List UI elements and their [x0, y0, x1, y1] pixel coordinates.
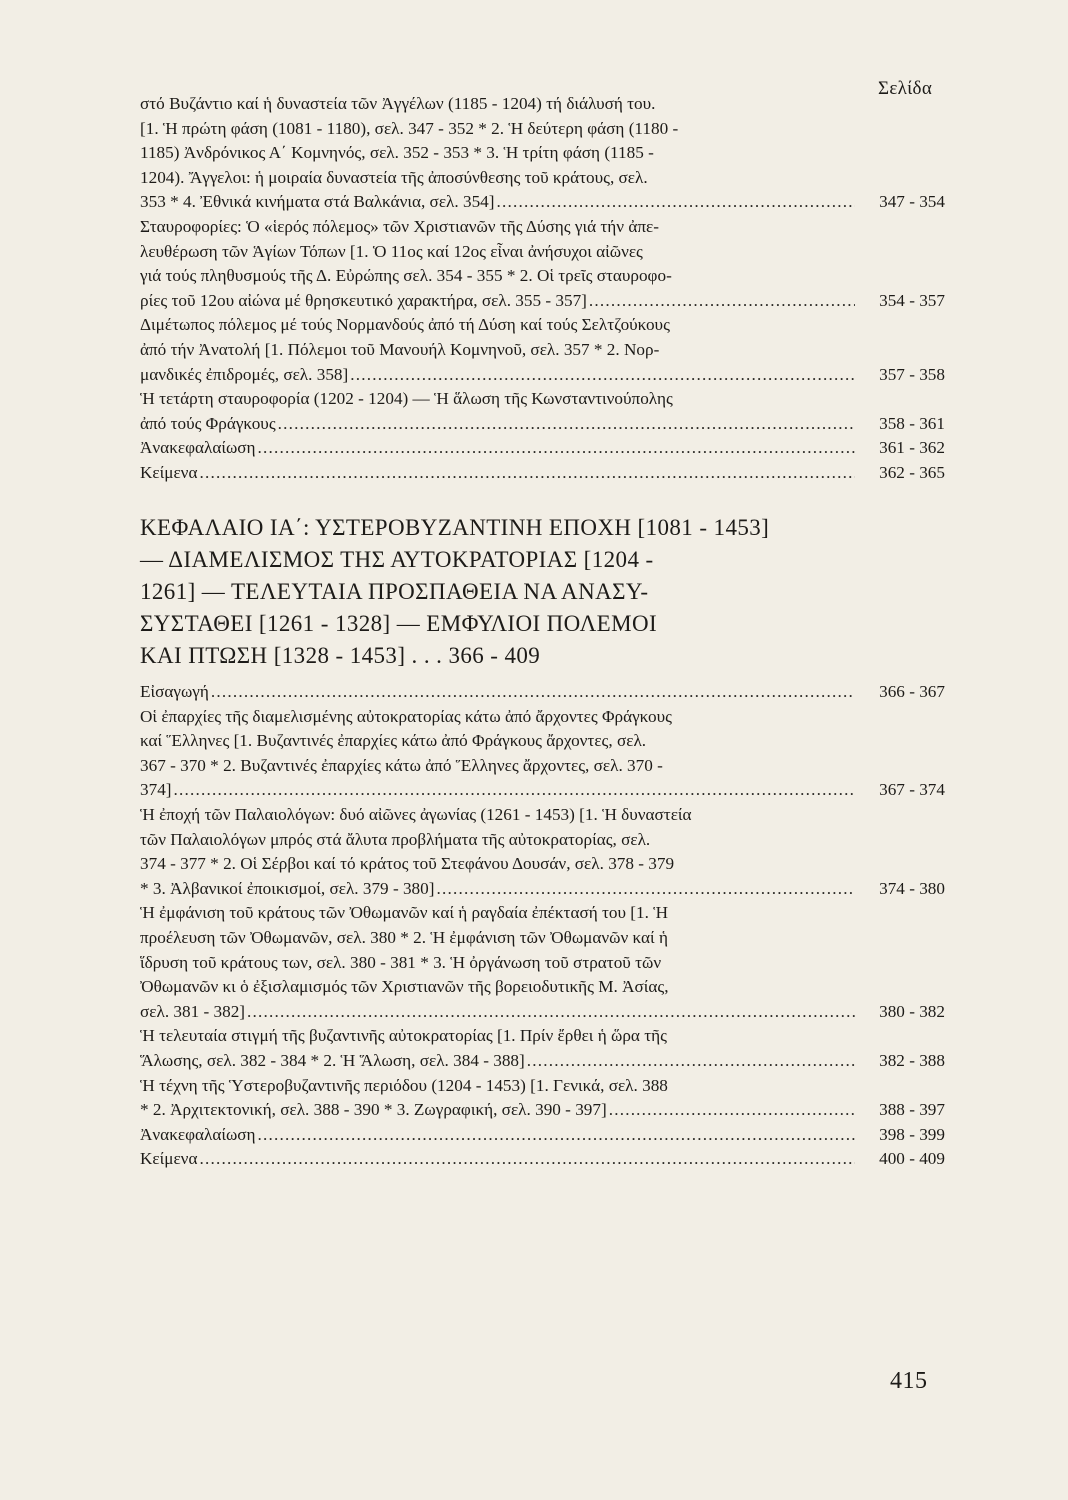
toc-entry	[140, 215, 945, 313]
toc-page-range: 398 - 399	[879, 1124, 945, 1144]
toc-entry-last-line	[140, 436, 945, 461]
toc-entry-line: Ὀθωμανῶν κι ὁ ἐξισλαμισμός τῶν Χριστιανῶν τῆς βορειοδυτικῆς Μ. Ἀσίας,	[140, 977, 669, 997]
toc-entry-last-line	[140, 1123, 945, 1148]
chapter-heading-line: 1261] — ΤΕΛΕΥΤΑΙΑ ΠΡΟΣΠΑΘΕΙΑ ΝΑ ΑΝΑΣΥ-	[140, 579, 649, 604]
dot-leader	[527, 1049, 855, 1074]
toc-entry-text: μανδικές ἐπιδρομές, σελ. 358]	[140, 364, 349, 384]
toc-page-range: 358 - 361	[879, 413, 945, 433]
dot-leader	[609, 1098, 855, 1123]
toc-entry-last-line	[140, 363, 945, 388]
toc-entry-last-line	[140, 1147, 945, 1172]
toc-entry-line: [1. Ἡ πρώτη φάση (1081 - 1180), σελ. 347 - 352 * 2. Ἡ δεύτερη φάση (1180 -	[140, 118, 679, 138]
toc-page-range: 374 - 380	[879, 878, 945, 898]
toc-page-range: 347 - 354	[879, 192, 945, 212]
toc-entry	[140, 803, 945, 901]
toc-entry-line: στό Βυζάντιο καί ἡ δυναστεία τῶν Ἀγγέλων (1185 - 1204) τή διάλυσή του.	[140, 94, 656, 113]
toc-entry-text: ἀπό τούς Φράγκους	[140, 413, 276, 433]
dot-leader	[589, 289, 855, 314]
toc-entry-text: Ἀνακεφαλαίωση	[140, 438, 256, 458]
toc-entry-last-line	[140, 412, 945, 437]
dot-leader	[350, 363, 855, 388]
toc-entry-text: * 2. Ἀρχιτεκτονική, σελ. 388 - 390 * 3. Ζωγραφική, σελ. 390 - 397]	[140, 1100, 607, 1120]
dot-leader	[199, 1147, 855, 1172]
toc-entry-line: προέλευση τῶν Ὀθωμανῶν, σελ. 380 * 2. Ἡ ἐμφάνιση τῶν Ὀθωμανῶν καί ἡ	[140, 927, 668, 947]
dot-leader	[258, 436, 855, 461]
chapter-heading-line: ΚΑΙ ΠΤΩΣΗ [1328 - 1453] . . . 366 - 409	[140, 643, 541, 668]
dot-leader	[199, 461, 855, 486]
toc-entry	[140, 705, 945, 803]
toc-block-2	[140, 680, 945, 1172]
toc-entry-line: 1204). Ἄγγελοι: ἡ μοιραία δυναστεία τῆς ἀποσύνθεσης τοῦ κράτους, σελ.	[140, 167, 648, 187]
toc-entry-line: Ἡ τελευταία στιγμή τῆς βυζαντινῆς αὐτοκρατορίας [1. Πρίν ἔρθει ἡ ὥρα τῆς	[140, 1026, 667, 1046]
toc-entry-text: Ἅλωσης, σελ. 382 - 384 * 2. Ἡ Ἅλωση, σελ. 384 - 388]	[140, 1050, 525, 1070]
toc-entry	[140, 436, 945, 461]
toc-page-range: 388 - 397	[879, 1100, 945, 1120]
toc-entry-line: 374 - 377 * 2. Οἱ Σέρβοι καί τό κράτος τοῦ Στεφάνου Δουσάν, σελ. 378 - 379	[140, 854, 675, 874]
toc-entry	[140, 1123, 945, 1148]
toc-entry	[140, 461, 945, 486]
toc-entry-line: Ἡ ἐμφάνιση τοῦ κράτους τῶν Ὀθωμανῶν καί ἡ ραγδαία ἐπέκτασή του [1. Ἡ	[140, 903, 668, 923]
toc-entry-last-line	[140, 461, 945, 486]
toc-entry-line: Ἡ ἐποχή τῶν Παλαιολόγων: δυό αἰῶνες ἀγωνίας (1261 - 1453) [1. Ἡ δυναστεία	[140, 804, 692, 824]
toc-page-range: 367 - 374	[879, 780, 945, 800]
dot-leader	[258, 1123, 855, 1148]
toc-entry-text: Κείμενα	[140, 1149, 198, 1169]
toc-entry-last-line	[140, 680, 945, 705]
chapter-heading	[140, 512, 945, 672]
page-number: 415	[890, 1368, 928, 1394]
toc-entry	[140, 313, 945, 387]
toc-page-range: 361 - 362	[879, 438, 945, 458]
toc-entry-line: ἵδρυση τοῦ κράτους των, σελ. 380 - 381 * 3. Ἡ ὀργάνωση τοῦ στρατοῦ τῶν	[140, 952, 662, 972]
dot-leader	[496, 190, 855, 215]
toc-entry-text: Ἀνακεφαλαίωση	[140, 1124, 256, 1144]
toc-entry-line: Διμέτωπος πόλεμος μέ τούς Νορμανδούς ἀπό τή Δύση καί τούς Σελτζούκους	[140, 315, 670, 335]
toc-block-1	[140, 92, 945, 486]
toc-page-range: 400 - 409	[879, 1149, 945, 1169]
toc-entry	[140, 1024, 945, 1073]
toc-entry-last-line	[140, 778, 945, 803]
toc-entry-text: Εἰσαγωγή	[140, 682, 209, 701]
toc-entry-line: τῶν Παλαιολόγων μπρός στά ἄλυτα προβλήματα τῆς αὐτοκρατορίας, σελ.	[140, 829, 651, 849]
toc-page-range: 382 - 388	[879, 1050, 945, 1070]
toc-entry-last-line	[140, 1098, 945, 1123]
toc-entry-line: 1185) Ἀνδρόνικος Α΄ Κομνηνός, σελ. 352 - 353 * 3. Ἡ τρίτη φάση (1185 -	[140, 143, 654, 163]
toc-entry-line: Οἱ ἐπαρχίες τῆς διαμελισμένης αὐτοκρατορίας κάτω ἀπό ἄρχοντες Φράγκους	[140, 706, 672, 726]
toc-entry-text: 353 * 4. Ἐθνικά κινήματα στά Βαλκάνια, σελ. 354]	[140, 192, 495, 212]
dot-leader	[247, 1000, 855, 1025]
chapter-heading-line: ΣΥΣΤΑΘΕΙ [1261 - 1328] — ΕΜΦΥΛΙΟΙ ΠΟΛΕΜΟΙ	[140, 611, 658, 636]
toc-entry-line: καί Ἕλληνες [1. Βυζαντινές ἐπαρχίες κάτω ἀπό Φράγκους ἄρχοντες, σελ.	[140, 731, 647, 751]
toc-entry-line: γιά τούς πληθυσμούς τῆς Δ. Εὐρώπης σελ. 354 - 355 * 2. Οἱ τρεῖς σταυροφο-	[140, 266, 672, 286]
toc-entry-line: Ἡ τέχνη τῆς Ὑστεροβυζαντινῆς περιόδου (1204 - 1453) [1. Γενικά, σελ. 388	[140, 1075, 668, 1095]
dot-leader	[278, 412, 855, 437]
toc-entry-last-line	[140, 289, 945, 314]
page-column-label: Σελίδα	[878, 78, 933, 99]
toc-entry	[140, 387, 945, 436]
toc-entry-text: 374]	[140, 780, 172, 800]
toc-entry	[140, 1147, 945, 1172]
toc-entry-line: 367 - 370 * 2. Βυζαντινές ἐπαρχίες κάτω ἀπό Ἕλληνες ἄρχοντες, σελ. 370 -	[140, 755, 663, 775]
chapter-heading-line: — ΔΙΑΜΕΛΙΣΜΟΣ ΤΗΣ ΑΥΤΟΚΡΑΤΟΡΙΑΣ [1204 -	[140, 547, 654, 572]
toc-entry-line: Σταυροφορίες: Ὁ «ἱερός πόλεμος» τῶν Χριστιανῶν τῆς Δύσης γιά τήν ἀπε-	[140, 216, 659, 236]
toc-entry-line: Ἡ τετάρτη σταυροφορία (1202 - 1204) — Ἡ ἅλωση τῆς Κωνσταντινούπολης	[140, 389, 673, 409]
toc-page-range: 362 - 365	[879, 462, 945, 482]
toc-entry-line: λευθέρωση τῶν Ἁγίων Τόπων [1. Ὁ 11ος καί 12ος εἶναι ἀνήσυχοι αἰῶνες	[140, 241, 643, 261]
toc-page-range: 380 - 382	[879, 1001, 945, 1021]
toc-entry	[140, 680, 945, 705]
toc-entry-text: * 3. Ἀλβανικοί ἐποικισμοί, σελ. 379 - 380]	[140, 878, 435, 898]
dot-leader	[174, 778, 855, 803]
toc-entry-line: ἀπό τήν Ἀνατολή [1. Πόλεμοι τοῦ Μανουήλ Κομνηνοῦ, σελ. 357 * 2. Νορ-	[140, 339, 660, 359]
chapter-heading-line: ΚΕΦΑΛΑΙΟ ΙΑ΄: ΥΣΤΕΡΟΒΥΖΑΝΤΙΝΗ ΕΠΟΧΗ [1081 - 1453]	[140, 515, 770, 540]
toc-page-range: 357 - 358	[879, 364, 945, 384]
toc-entry	[140, 1074, 945, 1123]
toc-entry-last-line	[140, 877, 945, 902]
toc-page-range: 354 - 357	[879, 290, 945, 310]
toc-entry	[140, 901, 945, 1024]
toc-entry-text: ρίες τοῦ 12ου αἰώνα μέ θρησκευτικό χαρακτήρα, σελ. 355 - 357]	[140, 290, 587, 310]
toc-entry-last-line	[140, 1000, 945, 1025]
dot-leader	[211, 680, 855, 705]
toc-entry	[140, 92, 945, 215]
toc-page-range: 366 - 367	[879, 682, 945, 701]
toc-entry-text: Κείμενα	[140, 462, 198, 482]
toc-entry-last-line	[140, 1049, 945, 1074]
toc-entry-last-line	[140, 190, 945, 215]
toc-entry-text: σελ. 381 - 382]	[140, 1001, 246, 1021]
dot-leader	[436, 877, 855, 902]
